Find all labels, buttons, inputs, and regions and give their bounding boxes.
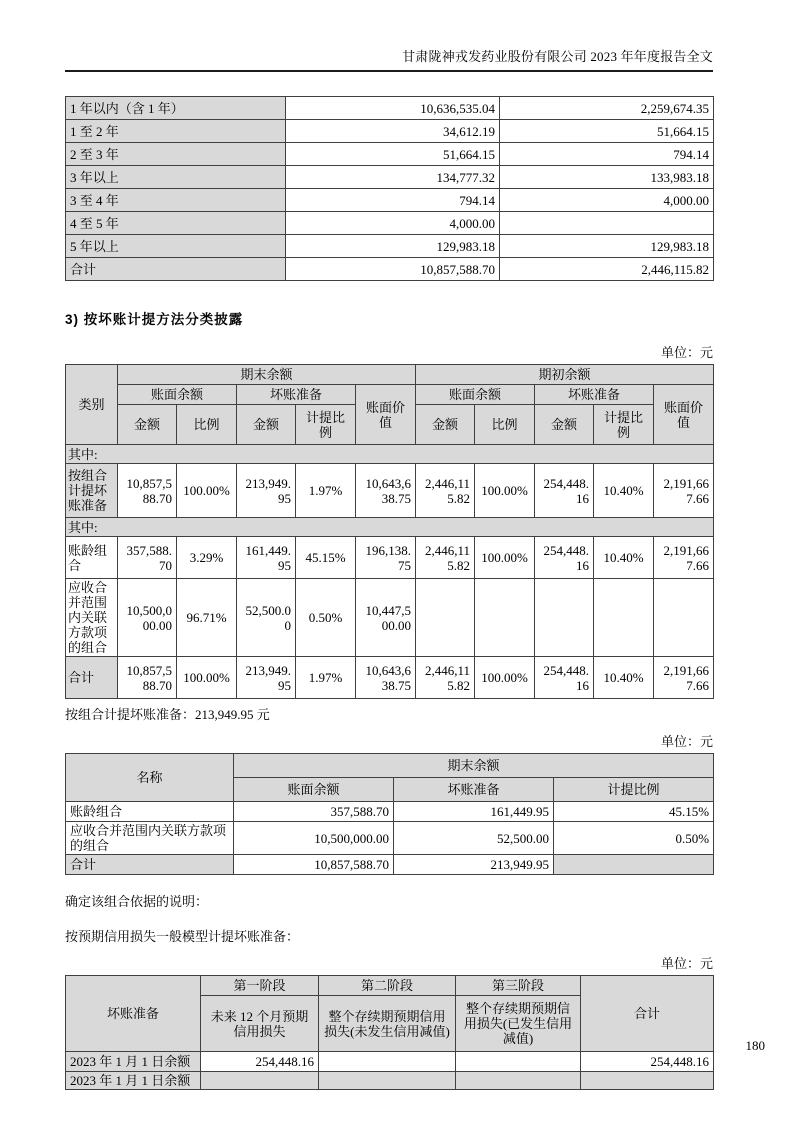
col-header-book-balance: 账面余额 — [118, 385, 237, 405]
col-header-stage2-desc: 整个存续期预期信用损失(未发生信用减值) — [319, 996, 456, 1052]
col-header-closing: 期末余额 — [234, 754, 714, 778]
row-label: 3 至 4 年 — [66, 189, 286, 212]
header-divider-rule — [65, 70, 713, 72]
report-page-content — [65, 0, 713, 1090]
row-label: 按组合计提坏账准备 — [66, 464, 118, 518]
value-cell: 10,857,588.70 — [118, 657, 177, 699]
ratio-value: 0.50% — [554, 822, 714, 855]
page-header — [65, 46, 713, 72]
col-header-book-value: 账面价值 — [654, 385, 714, 445]
unit-label: 单位：元 — [660, 734, 713, 749]
closing-value: 10,636,535.04 — [286, 97, 500, 120]
provision-value: 213,949.95 — [394, 855, 554, 875]
header-row — [66, 385, 714, 405]
col-header-stage2: 第二阶段 — [319, 976, 456, 996]
closing-value: 10,857,588.70 — [286, 258, 500, 281]
ecl-stage-table — [65, 975, 714, 1090]
opening-value: 4,000.00 — [500, 189, 714, 212]
value-cell: 10,643,638.75 — [356, 464, 416, 518]
value-cell — [654, 579, 714, 657]
col-header-provision-ratio: 计提比例 — [594, 405, 654, 445]
stage1-value: 254,448.16 — [201, 1052, 319, 1072]
closing-value: 34,612.19 — [286, 120, 500, 143]
opening-value: 2,446,115.82 — [500, 258, 714, 281]
among-label: 其中: — [66, 445, 714, 464]
row-label: 2023 年 1 月 1 日余额 — [66, 1052, 201, 1072]
closing-value: 794.14 — [286, 189, 500, 212]
closing-value: 4,000.00 — [286, 212, 500, 235]
provision-value: 161,449.95 — [394, 802, 554, 822]
ratio-value — [554, 855, 714, 875]
unit-label: 单位：元 — [660, 956, 713, 971]
col-header-stage1-desc: 未来 12 个月预期信用损失 — [201, 996, 319, 1052]
value-cell: 100.00% — [475, 657, 535, 699]
value-cell: 357,588.70 — [118, 537, 177, 579]
col-header-category: 类别 — [66, 365, 118, 445]
value-cell: 254,448.16 — [535, 464, 594, 518]
total-value — [581, 1072, 714, 1090]
row-label: 1 至 2 年 — [66, 120, 286, 143]
col-header-provision-ratio: 计提比例 — [554, 778, 714, 802]
row-label: 账龄组合 — [66, 802, 234, 822]
opening-value — [500, 212, 714, 235]
table-row — [66, 235, 714, 258]
value-cell: 10,500,000.00 — [118, 579, 177, 657]
value-cell — [535, 579, 594, 657]
total-row — [66, 258, 714, 281]
value-cell: 2,446,115.82 — [416, 464, 475, 518]
table-row — [66, 120, 714, 143]
row-label: 应收合并范围内关联方款项的组合 — [66, 579, 118, 657]
row-label: 合计 — [66, 657, 118, 699]
col-header-book-value: 账面价值 — [356, 385, 416, 445]
among-band-row — [66, 518, 714, 537]
opening-value: 2,259,674.35 — [500, 97, 714, 120]
value-cell: 100.00% — [475, 537, 535, 579]
col-header-book-balance: 账面余额 — [234, 778, 394, 802]
row-label: 4 至 5 年 — [66, 212, 286, 235]
col-header-amount: 金额 — [535, 405, 594, 445]
value-cell: 96.71% — [177, 579, 237, 657]
value-cell: 254,448.16 — [535, 537, 594, 579]
value-cell: 196,138.75 — [356, 537, 416, 579]
value-cell: 10,643,638.75 — [356, 657, 416, 699]
col-header-total: 合计 — [581, 976, 714, 1052]
opening-balance-row — [66, 1052, 714, 1072]
ecl-model-note: 按预期信用损失一般模型计提坏账准备： — [65, 929, 300, 944]
value-cell — [475, 579, 535, 657]
col-header-ratio: 比例 — [475, 405, 535, 445]
value-cell: 52,500.00 — [237, 579, 296, 657]
unit-label: 单位：元 — [660, 345, 713, 360]
value-cell: 254,448.16 — [535, 657, 594, 699]
value-cell: 2,191,667.66 — [654, 537, 714, 579]
among-band-row — [66, 445, 714, 464]
among-label: 其中: — [66, 518, 714, 537]
portfolio-provision-table — [65, 753, 714, 875]
value-cell: 10.40% — [594, 464, 654, 518]
stage2-value — [319, 1052, 456, 1072]
table-row — [66, 212, 714, 235]
value-cell: 2,191,667.66 — [654, 657, 714, 699]
table-row — [66, 189, 714, 212]
value-cell: 1.97% — [296, 657, 356, 699]
total-row — [66, 855, 714, 875]
col-header-book-balance: 账面余额 — [416, 385, 535, 405]
balance-value: 357,588.70 — [234, 802, 394, 822]
ratio-value: 45.15% — [554, 802, 714, 822]
opening-value: 51,664.15 — [500, 120, 714, 143]
value-cell: 100.00% — [177, 657, 237, 699]
col-header-amount: 金额 — [237, 405, 296, 445]
closing-value: 129,983.18 — [286, 235, 500, 258]
value-cell: 100.00% — [475, 464, 535, 518]
opening-value: 133,983.18 — [500, 166, 714, 189]
combo-provision-row — [66, 464, 714, 518]
total-row — [66, 657, 714, 699]
table-row — [66, 166, 714, 189]
col-header-closing: 期末余额 — [118, 365, 416, 385]
col-header-opening: 期初余额 — [416, 365, 714, 385]
col-header-amount: 金额 — [118, 405, 177, 445]
portfolio-basis-note: 确定该组合依据的说明： — [65, 894, 209, 909]
aging-balance-table — [65, 96, 714, 281]
closing-value: 134,777.32 — [286, 166, 500, 189]
value-cell: 10,857,588.70 — [118, 464, 177, 518]
stage3-value — [456, 1072, 581, 1090]
opening-value: 129,983.18 — [500, 235, 714, 258]
value-cell: 0.50% — [296, 579, 356, 657]
header-row — [66, 365, 714, 385]
table-row — [66, 143, 714, 166]
opening-value: 794.14 — [500, 143, 714, 166]
value-cell: 10.40% — [594, 537, 654, 579]
value-cell: 100.00% — [177, 464, 237, 518]
row-label: 账龄组合 — [66, 537, 118, 579]
row-label: 2 至 3 年 — [66, 143, 286, 166]
col-header-provision: 坏账准备 — [535, 385, 654, 405]
value-cell: 161,449.95 — [237, 537, 296, 579]
row-label: 1 年以内（含 1 年） — [66, 97, 286, 120]
col-header-provision-ratio: 计提比例 — [296, 405, 356, 445]
total-value: 254,448.16 — [581, 1052, 714, 1072]
col-header-stage3-desc: 整个存续期预期信用损失(已发生信用减值) — [456, 996, 581, 1052]
row-label: 2023 年 1 月 1 日余额 — [66, 1072, 201, 1090]
value-cell: 45.15% — [296, 537, 356, 579]
header-row — [66, 976, 714, 996]
report-title: 甘肃陇神戎发药业股份有限公司 2023 年年度报告全文 — [402, 49, 713, 64]
related-party-row — [66, 822, 714, 855]
header-row — [66, 754, 714, 778]
table-row — [66, 97, 714, 120]
section-heading: 3) 按坏账计提方法分类披露 — [65, 312, 244, 327]
row-label: 合计 — [66, 258, 286, 281]
provision-value: 52,500.00 — [394, 822, 554, 855]
value-cell — [416, 579, 475, 657]
stage1-value — [201, 1072, 319, 1090]
col-header-provision: 坏账准备 — [66, 976, 201, 1052]
value-cell: 3.29% — [177, 537, 237, 579]
value-cell: 2,446,115.82 — [416, 537, 475, 579]
stage3-value — [456, 1052, 581, 1072]
value-cell: 1.97% — [296, 464, 356, 518]
value-cell: 10.40% — [594, 657, 654, 699]
closing-value: 51,664.15 — [286, 143, 500, 166]
col-header-stage3: 第三阶段 — [456, 976, 581, 996]
page-number: 180 — [745, 1038, 765, 1053]
related-party-row — [66, 579, 714, 657]
value-cell: 2,446,115.82 — [416, 657, 475, 699]
row-label: 5 年以上 — [66, 235, 286, 258]
row-label: 应收合并范围内关联方款项 的组合 — [66, 822, 234, 855]
col-header-provision: 坏账准备 — [237, 385, 356, 405]
bad-debt-method-table — [65, 364, 714, 699]
balance-value: 10,500,000.00 — [234, 822, 394, 855]
combo-provision-footnote: 按组合计提坏账准备：213,949.95 元 — [65, 707, 270, 722]
row-label: 合计 — [66, 855, 234, 875]
col-header-amount: 金额 — [416, 405, 475, 445]
row-label: 3 年以上 — [66, 166, 286, 189]
balance-value: 10,857,588.70 — [234, 855, 394, 875]
col-header-name: 名称 — [66, 754, 234, 802]
col-header-ratio: 比例 — [177, 405, 237, 445]
value-cell — [594, 579, 654, 657]
value-cell: 213,949.95 — [237, 464, 296, 518]
stage2-value — [319, 1072, 456, 1090]
opening-balance-row — [66, 1072, 714, 1090]
value-cell: 10,447,500.00 — [356, 579, 416, 657]
value-cell: 213,949.95 — [237, 657, 296, 699]
aging-portfolio-row — [66, 802, 714, 822]
value-cell: 2,191,667.66 — [654, 464, 714, 518]
col-header-stage1: 第一阶段 — [201, 976, 319, 996]
aging-portfolio-row — [66, 537, 714, 579]
col-header-provision: 坏账准备 — [394, 778, 554, 802]
